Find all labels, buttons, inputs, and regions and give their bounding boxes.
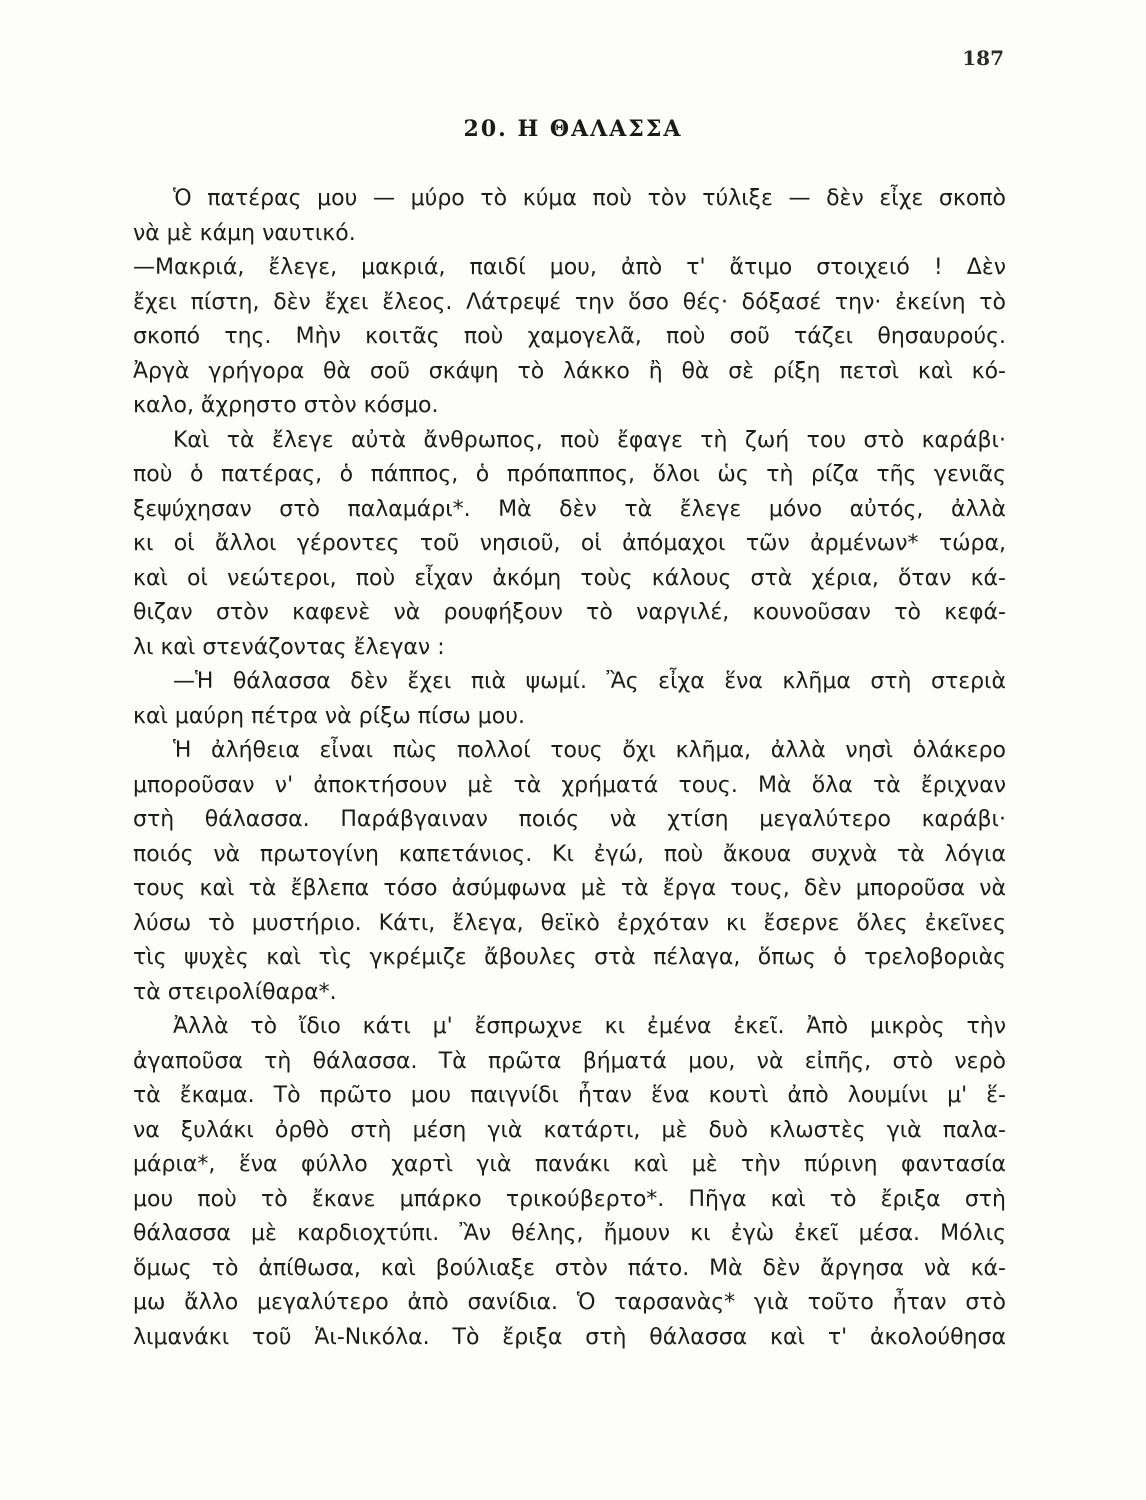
text-line: ὅμως τὸ ἀπίθωσα, καὶ βούλιαξε στὸν πάτο. Μὰ δὲν ἄργησα νὰ κά- [133, 1255, 1006, 1281]
text-line: θιζαν στὸν καφενὲ νὰ ρουφήξουν τὸ ναργιλέ, κουνοῦσαν τὸ κεφά- [133, 600, 1006, 625]
text-line: ποὺ ὁ πατέρας, ὁ πάππος, ὁ πρόπαππος, ὅλοι ὡς τὴ ρίζα τῆς γενιᾶς [133, 462, 1006, 487]
text-line: λύσω τὸ μυστήριο. Κάτι, ἔλεγα, θεϊκὸ ἐρχόταν κι ἔσερνε ὅλες ἐκεῖνες [133, 910, 1006, 936]
text-line: μου ποὺ τὸ ἔκανε μπάρκο τρικούβερτο*. Πῆγα καὶ τὸ ἔριξα στὴ [133, 1186, 1006, 1212]
text-line: ποιός νὰ πρωτογίνη καπετάνιος. Κι ἐγώ, ποὺ ἄκουα συχνὰ τὰ λόγια [133, 841, 1006, 867]
chapter-title: 20. Η ΘΑΛΑΣΣΑ [463, 116, 683, 142]
text-line: τὰ στειρολίθαρα*. [133, 979, 337, 1005]
text-line: —Μακριά, ἔλεγε, μακριά, παιδί μου, ἀπὸ τ' ἄτιμο στοιχειό ! Δὲν [133, 255, 1006, 280]
text-line: τους καὶ τὰ ἔβλεπα τόσο ἀσύμφωνα μὲ τὰ ἔργα τους, δὲν μποροῦσα νὰ [133, 876, 1006, 901]
text-line: ἔχει πίστη, δὲν ἔχει ἔλεος. Λάτρεψέ την ὅσο θές· δόξασέ την· ἐκείνη τὸ [133, 289, 1006, 315]
text-line: ἀγαποῦσα τὴ θάλασσα. Τὰ πρῶτα βήματά μου, νὰ εἰπῆς, στὸ νερὸ [133, 1048, 1006, 1074]
text-line: Ἀργὰ γρήγορα θὰ σοῦ σκάψη τὸ λάκκο ἢ θὰ σὲ ρίξη πετσὶ καὶ κό- [133, 358, 1006, 384]
text-line: ξεψύχησαν στὸ παλαμάρι*. Μὰ δὲν τὰ ἔλεγε μόνο αὐτός, ἀλλὰ [133, 496, 1006, 522]
text-line: καλο, ἄχρηστο στὸν κόσμο. [133, 393, 439, 418]
text-line: να ξυλάκι ὀρθὸ στὴ μέση γιὰ κατάρτι, μὲ δυὸ κλωστὲς γιὰ παλα- [133, 1117, 1006, 1143]
text-line: Ὁ πατέρας μου — μύρο τὸ κύμα ποὺ τὸν τύλιξε — δὲν εἶχε σκοπὸ [173, 186, 1006, 211]
body-text [133, 182, 1006, 1355]
text-line: μποροῦσαν ν' ἀποκτήσουν μὲ τὰ χρήματά τους. Μὰ ὅλα τὰ ἔριχναν [133, 772, 1006, 798]
text-line: κι οἱ ἄλλοι γέροντες τοῦ νησιοῦ, οἱ ἀπόμαχοι τῶν ἀρμένων* τώρα, [133, 531, 1006, 556]
text-line: λιμανάκι τοῦ Ἁι-Νικόλα. Τὸ ἔριξα στὴ θάλασσα καὶ τ' ἀκολούθησα [133, 1324, 1006, 1350]
text-line: τὶς ψυχὲς καὶ τὶς γκρέμιζε ἄβουλες στὰ πέλαγα, ὅπως ὁ τρελοβοριὰς [133, 945, 1006, 970]
text-line: Ἀλλὰ τὸ ἴδιο κάτι μ' ἔσπρωχνε κι ἐμένα ἐκεῖ. Ἀπὸ μικρὸς τὴν [173, 1014, 1006, 1039]
text-line: σκοπό της. Μὴν κοιτᾶς ποὺ χαμογελᾶ, ποὺ σοῦ τάζει θησαυρούς. [133, 324, 1006, 349]
text-line: μάρια*, ἕνα φύλλο χαρτὶ γιὰ πανάκι καὶ μὲ τὴν πύρινη φαντασία [133, 1152, 1006, 1177]
text-line: τὰ ἔκαμα. Τὸ πρῶτο μου παιγνίδι ἦταν ἕνα κουτὶ ἀπὸ λουμίνι μ' ἕ- [133, 1083, 1006, 1108]
text-line: στὴ θάλασσα. Παράβγαιναν ποιός νὰ χτίση μεγαλύτερο καράβι· [133, 807, 1006, 832]
text-line: —Ἡ θάλασσα δὲν ἔχει πιὰ ψωμί. Ἂς εἶχα ἕνα κλῆμα στὴ στεριὰ [173, 669, 1006, 694]
text-line: Ἡ ἀλήθεια εἶναι πὼς πολλοί τους ὄχι κλῆμα, ἀλλὰ νησὶ ὁλάκερο [173, 738, 1006, 763]
page-number: 187 [962, 46, 1004, 70]
text-line: θάλασσα μὲ καρδιοχτύπι. Ἂν θέλης, ἤμουν κι ἐγὼ ἐκεῖ μέσα. Μόλις [133, 1221, 1006, 1246]
text-line: μω ἄλλο μεγαλύτερο ἀπὸ σανίδια. Ὁ ταρσανὰς* γιὰ τοῦτο ἦταν στὸ [133, 1290, 1006, 1315]
text-line: νὰ μὲ κάμη ναυτικό. [133, 220, 356, 246]
text-line: καὶ οἱ νεώτεροι, ποὺ εἶχαν ἀκόμη τοὺς κάλους στὰ χέρια, ὅταν κά- [133, 565, 1006, 591]
text-line: καὶ μαύρη πέτρα νὰ ρίξω πίσω μου. [133, 703, 525, 729]
text-line: λι καὶ στενάζοντας ἔλεγαν : [133, 634, 445, 660]
text-line: Καὶ τὰ ἔλεγε αὐτὰ ἄνθρωπος, ποὺ ἔφαγε τὴ ζωή του στὸ καράβι· [173, 427, 1006, 453]
